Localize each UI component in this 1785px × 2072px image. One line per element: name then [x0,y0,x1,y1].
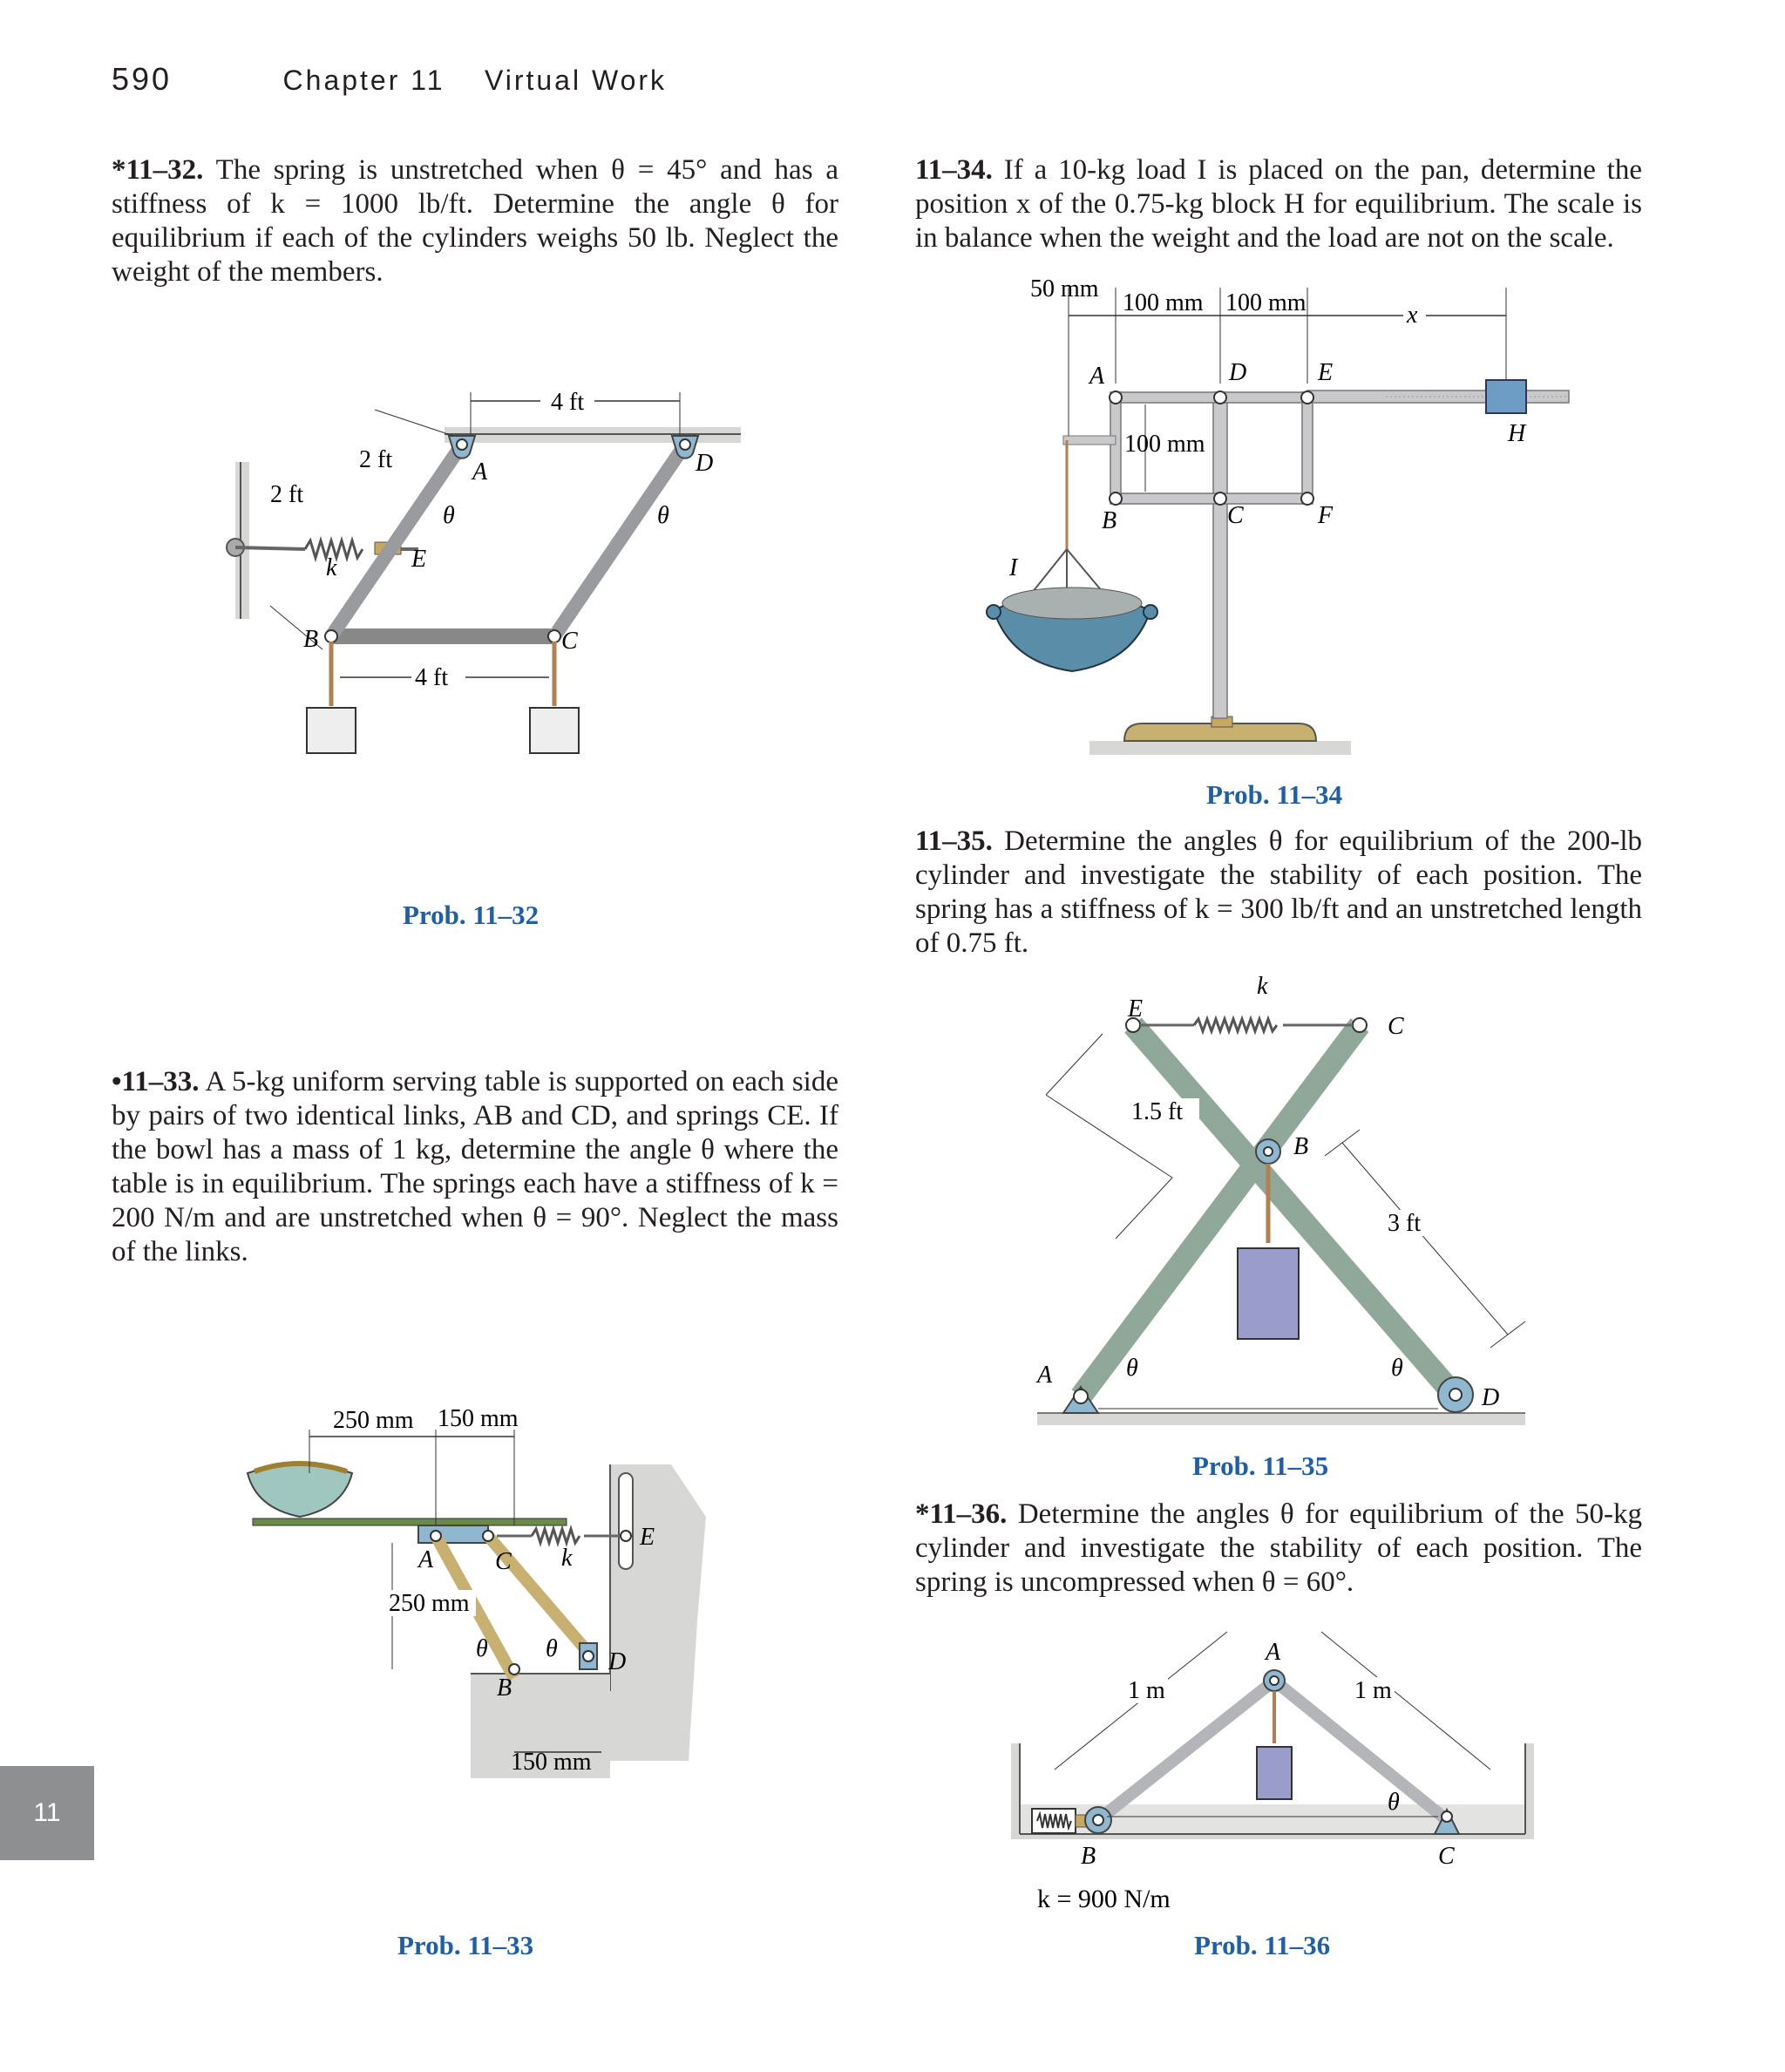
label-A: A [1089,363,1105,390]
label-k: k [561,1545,573,1572]
problem-text: Determine the angles θ for equilibrium of the 200-lb cylinder and investigate the stability of each position. The spring has a stiffness of k = 300 lb/ft and an unstretched length of 0.75 ft. [915,825,1642,959]
label-theta-1: θ [443,502,455,529]
problem-11-34 [915,153,1642,255]
label-spring-constant: k = 900 N/m [1037,1885,1171,1913]
dim-4ft-bottom: 4 ft [415,664,449,691]
caption-11-32: Prob. 11–32 [403,900,540,930]
figure-11-33 [235,1395,706,1787]
problem-text: Determine the angles θ for equilibrium of the 50-kg cylinder and investigate the stability of each position. The spring is uncompressed when θ = 60°. [915,1498,1642,1598]
dim-150mm-top: 150 mm [438,1405,519,1432]
caption-11-33: Prob. 11–33 [397,1930,534,1960]
label-theta-1: θ [1126,1355,1138,1382]
figure-11-32 [209,384,750,785]
figure-11-35 [1028,973,1543,1435]
label-F: F [1318,502,1334,529]
label-theta: θ [1388,1789,1400,1816]
problem-11-32 [112,153,838,289]
label-theta-2: θ [546,1635,558,1662]
label-B: B [1102,507,1117,534]
dim-50mm: 50 mm [1030,275,1099,302]
problem-text: A 5-kg uniform serving table is supported on each side by pairs of two identical links, AB and CD, and springs CE. If the bowl has a mass of 1 kg, determine the angle θ where the table is in equilibrium. The springs each have a stiffness of k = 200 N/m and are unstretched when θ = 90°. Neglect the mass of the links. [112,1066,838,1267]
label-theta-2: θ [657,502,669,529]
problem-11-35 [915,825,1642,961]
chapter-tab: 11 [0,1766,94,1860]
problem-number: *11–36. [915,1498,1008,1530]
caption-11-35: Prob. 11–35 [1192,1450,1329,1481]
figure-11-34 [976,270,1604,767]
label-D: D [1229,359,1247,386]
label-C: C [1227,502,1244,529]
caption-11-34: Prob. 11–34 [1206,779,1343,810]
label-B: B [1081,1843,1096,1870]
label-A: A [472,459,488,486]
page-number: 590 [112,61,173,97]
dim-3ft: 3 ft [1388,1210,1422,1237]
label-A: A [1266,1639,1281,1666]
problem-number: 11–35. [915,825,993,857]
label-k: k [1257,973,1268,1000]
label-theta-1: θ [476,1635,488,1662]
dim-2ft-spring: 2 ft [270,481,304,508]
label-E: E [1318,359,1334,386]
chapter-label: Chapter 11 [282,65,445,96]
problem-11-36 [915,1498,1642,1600]
label-D: D [608,1648,627,1675]
label-B: B [497,1675,512,1702]
running-header [112,61,667,98]
label-x: x [1407,302,1418,329]
dim-4ft-top: 4 ft [551,389,585,416]
label-B: B [1293,1133,1309,1160]
label-E: E [411,546,427,573]
label-D: D [1482,1384,1500,1411]
problem-number: 11–34. [915,154,993,186]
caption-11-36: Prob. 11–36 [1194,1930,1331,1960]
label-H: H [1508,420,1526,447]
label-C: C [1388,1013,1404,1040]
problem-11-33 [112,1065,838,1269]
dim-1m-left: 1 m [1128,1677,1165,1704]
dim-1m-right: 1 m [1354,1677,1392,1704]
label-E: E [1128,995,1144,1022]
dim-250mm-side: 250 mm [389,1590,470,1617]
label-C: C [495,1548,512,1575]
dim-150mm-bottom: 150 mm [511,1749,592,1776]
dim-100mm-2: 100 mm [1225,289,1307,316]
problem-text: The spring is unstretched when θ = 45° and has a stiffness of k = 1000 lb/ft. Determine the angle θ for equilibrium if each of the cylinders weighs 50 lb. Neglect the weight of the members. [112,154,838,288]
label-C: C [1438,1843,1455,1870]
label-k: k [326,554,337,581]
label-A: A [1037,1362,1053,1389]
dim-250mm-top: 250 mm [333,1407,414,1434]
problem-number: •11–33. [112,1066,200,1097]
label-C: C [561,628,578,655]
label-I: I [1009,554,1018,581]
chapter-title: Virtual Work [484,65,668,96]
label-A: A [418,1546,434,1573]
dim-2ft-link: 2 ft [359,446,393,473]
figure-11-36 [1002,1630,1543,1926]
label-B: B [303,626,319,653]
problem-text: If a 10-kg load I is placed on the pan, determine the position x of the 0.75-kg block H for equilibrium. The scale is in balance when the weight and the load are not on the scale. [915,154,1642,254]
label-D: D [696,450,714,477]
label-E: E [640,1524,655,1551]
dim-100mm-1: 100 mm [1123,289,1204,316]
label-theta-2: θ [1391,1355,1403,1382]
problem-number: *11–32. [112,154,204,186]
dim-1-5ft: 1.5 ft [1131,1098,1184,1125]
dim-100mm-vertical: 100 mm [1124,431,1205,458]
